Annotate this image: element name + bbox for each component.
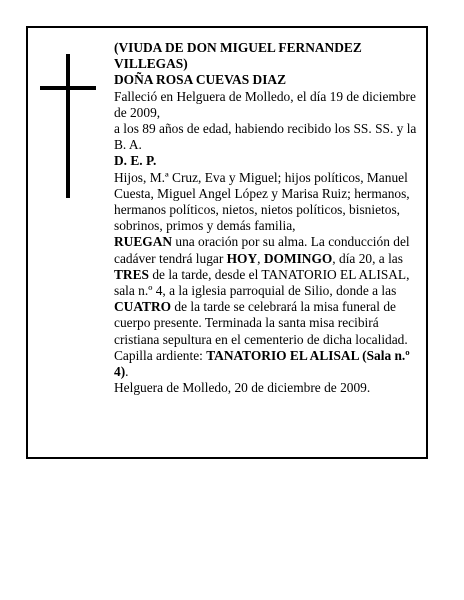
obituary-notice: [26, 26, 428, 459]
widow-of-line: (VIUDA DE DON MIGUEL FERNANDEZ VILLEGAS): [114, 40, 362, 72]
signoff-line: Helguera de Molledo, 20 de diciembre de 2009.: [114, 380, 371, 396]
request-text-1: una oración por su alma. La conducción del cadáver tendrá lugar: [114, 234, 410, 266]
rip-line: D. E. P.: [114, 153, 157, 169]
ruegan-word: RUEGAN: [114, 234, 173, 250]
cross-vertical-bar: [66, 54, 70, 198]
request-text-2: ,: [257, 250, 264, 266]
deceased-name: DOÑA ROSA CUEVAS DIAZ: [114, 72, 287, 88]
chapel-label: Capilla ardiente:: [114, 347, 207, 363]
request-text-5: de la tarde se celebrará la misa funeral de cuerpo presente. Terminada la santa misa recibirá cristiana sepultura en el cementerio de dicha localidad.: [114, 299, 408, 347]
death-statement: Falleció en Helguera de Molledo, el día 19 de diciembre de 2009,: [114, 88, 416, 120]
cross-horizontal-bar: [40, 86, 96, 90]
chapel-line: [114, 348, 422, 380]
request-text-4: de la tarde, desde el TANATORIO EL ALISAL, sala n.º 4, a la iglesia parroquial de Silio, donde a las: [114, 266, 410, 299]
hoy-word: HOY: [226, 250, 258, 266]
funeral-request: [114, 234, 422, 347]
age-statement: a los 89 años de edad, habiendo recibido los SS. SS. y la B. A.: [114, 121, 417, 153]
cross-icon: [40, 54, 96, 198]
family-list: Hijos, M.ª Cruz, Eva y Miguel; hijos políticos, Manuel Cuesta, Miguel Angel López y Marisa Ruiz; hermanos, hermanos políticos, nietos, nietos políticos, bisnietos, sobrinos, primos y demás familia,: [114, 169, 410, 234]
request-text-3: , día 20, a las: [332, 250, 403, 266]
tres-word: TRES: [114, 266, 149, 282]
cuatro-word: CUATRO: [114, 299, 172, 315]
notice-text: [114, 40, 422, 396]
domingo-word: DOMINGO: [263, 250, 333, 266]
chapel-place: TANATORIO EL ALISAL (Sala n.º 4): [114, 347, 410, 380]
chapel-end: .: [125, 364, 129, 380]
